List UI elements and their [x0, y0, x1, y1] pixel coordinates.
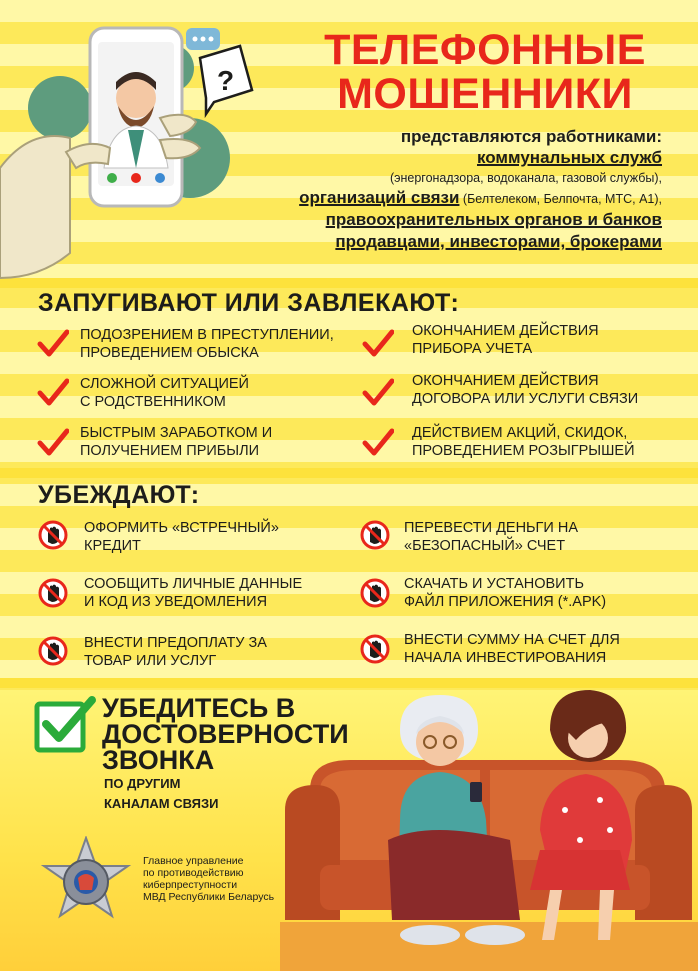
organization-name	[143, 855, 313, 903]
persuade-item: СКАЧАТЬ И УСТАНОВИТЬ ФАЙЛ ПРИЛОЖЕНИЯ (*.APK)	[404, 576, 607, 610]
stop-hand-icon	[38, 520, 68, 550]
org-line2: по противодействию	[143, 867, 244, 879]
intro-communal-note: (энергонадзора, водоканала, газовой службы),	[389, 171, 662, 185]
scare-item: ОКОНЧАНИЕМ ДЕЙСТВИЯ ДОГОВОРА ИЛИ УСЛУГИ СВЯЗИ	[412, 373, 639, 407]
intro-police-banks: правоохранительных органов и банков	[325, 210, 662, 229]
intro-lead: представляются работниками:	[400, 127, 662, 146]
org-line3: киберпреступности	[143, 879, 238, 891]
verify-subtext	[104, 774, 219, 814]
scare-item: ОКОНЧАНИЕМ ДЕЙСТВИЯ ПРИБОРА УЧЕТА	[412, 323, 599, 357]
intro-communal: коммунальных служб	[476, 148, 662, 167]
scare-heading: ЗАПУГИВАЮТ ИЛИ ЗАВЛЕКАЮТ:	[38, 289, 460, 317]
title-line2: МОШЕННИКИ	[337, 70, 633, 118]
persuade-item: ПЕРЕВЕСТИ ДЕНЬГИ НА «БЕЗОПАСНЫЙ» СЧЕТ	[404, 520, 578, 554]
persuade-item: ВНЕСТИ СУММУ НА СЧЕТ ДЛЯ НАЧАЛА ИНВЕСТИРОВАНИЯ	[404, 632, 620, 666]
stop-hand-icon	[38, 578, 68, 608]
section-separator	[0, 678, 698, 688]
stop-hand-icon	[360, 634, 390, 664]
intro-block	[142, 126, 662, 253]
stop-hand-icon	[360, 578, 390, 608]
check-mark-icon	[37, 428, 69, 458]
check-mark-icon	[362, 329, 394, 359]
verify-sub1: ПО ДРУГИМ	[104, 776, 181, 791]
intro-sellers: продавцами, инвесторами, брокерами	[335, 232, 662, 251]
persuade-heading: УБЕЖДАЮТ:	[38, 481, 200, 509]
check-mark-icon	[362, 378, 394, 408]
page-title	[290, 28, 680, 116]
org-line1: Главное управление	[143, 855, 244, 867]
intro-telecom: организаций связи	[299, 188, 460, 207]
scare-item: БЫСТРЫМ ЗАРАБОТКОМ И ПОЛУЧЕНИЕМ ПРИБЫЛИ	[80, 425, 273, 459]
section-separator	[0, 468, 698, 478]
checkbox-check-icon	[34, 694, 98, 756]
org-line4: МВД Республики Беларусь	[143, 891, 275, 903]
stop-hand-icon	[360, 520, 390, 550]
scare-item: ДЕЙСТВИЕМ АКЦИЙ, СКИДОК, ПРОВЕДЕНИЕМ РОЗЫГРЫШЕЙ	[412, 425, 635, 459]
title-line1: ТЕЛЕФОННЫЕ	[324, 26, 646, 74]
stop-hand-icon	[38, 636, 68, 666]
check-mark-icon	[37, 329, 69, 359]
verify-line1: УБЕДИТЕСЬ В	[102, 693, 296, 723]
check-mark-icon	[362, 428, 394, 458]
svg-text:?: ?	[217, 65, 235, 96]
intro-telecom-note: (Белтелеком, Белпочта, МТС, А1),	[459, 192, 662, 206]
persuade-item: ОФОРМИТЬ «ВСТРЕЧНЫЙ» КРЕДИТ	[84, 520, 279, 554]
verify-line3: ЗВОНКА	[102, 745, 215, 775]
persuade-item: СООБЩИТЬ ЛИЧНЫЕ ДАННЫЕ И КОД ИЗ УВЕДОМЛЕНИЯ	[84, 576, 303, 610]
scare-item: ПОДОЗРЕНИЕМ В ПРЕСТУПЛЕНИИ, ПРОВЕДЕНИЕМ ОБЫСКА	[80, 327, 334, 361]
check-mark-icon	[37, 378, 69, 408]
scare-item: СЛОЖНОЙ СИТУАЦИЕЙ С РОДСТВЕННИКОМ	[80, 376, 249, 410]
verify-line2: ДОСТОВЕРНОСТИ	[102, 719, 349, 749]
verify-sub2: КАНАЛАМ СВЯЗИ	[104, 796, 219, 811]
police-emblem-icon	[38, 836, 134, 932]
grandma-girl-sofa-illustration	[280, 690, 698, 971]
persuade-item: ВНЕСТИ ПРЕДОПЛАТУ ЗА ТОВАР ИЛИ УСЛУГ	[84, 635, 267, 669]
